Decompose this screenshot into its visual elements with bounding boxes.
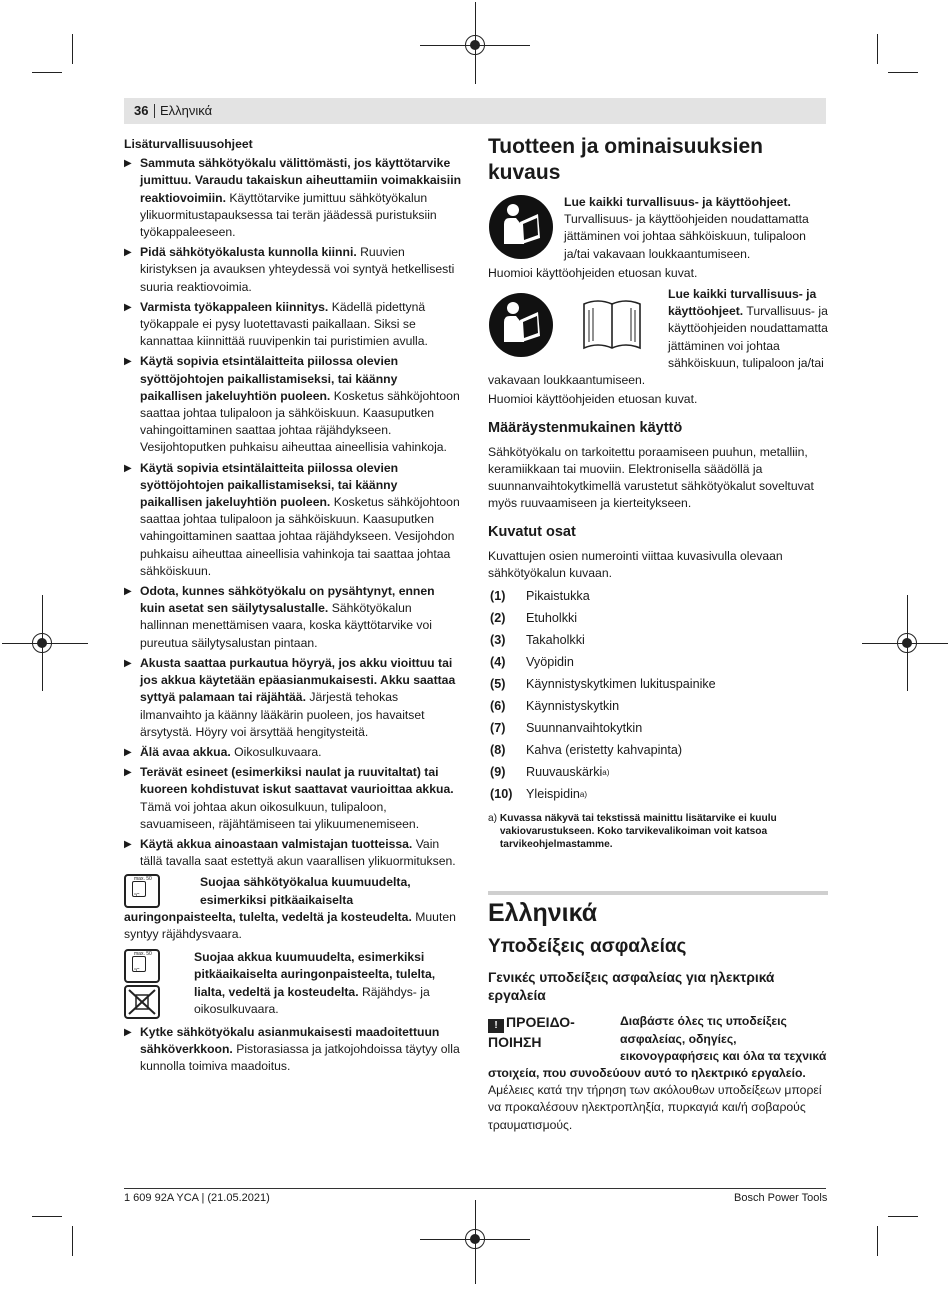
footnote-ref: a) bbox=[602, 768, 610, 778]
registration-mark-icon bbox=[465, 35, 485, 55]
section-subheading: Lisäturvallisuusohjeet bbox=[124, 137, 253, 151]
bullet-bold: Varmista työkappaleen kiinnitys. bbox=[140, 299, 329, 314]
part-label: Suunnanvaihtokytkin bbox=[526, 721, 643, 736]
list-item bbox=[124, 764, 462, 833]
list-item bbox=[124, 353, 462, 456]
intended-use-text: Sähkötyökalu on tarkoitettu poraamiseen puuhun, metalliin, keramiikkaan tai muoviin. Elektronisella säädöllä ja suunnanvaihtokytkimellä varustetut sähkötyökalut soveltuvat myös ruuvaamiseen ja kierteitykseen. bbox=[488, 444, 814, 511]
bullet-text: Tämä voi johtaa akun oikosulkuun, tulipaloon, savuamiseen, räjähtämiseen tai ylikuumenemiseen. bbox=[140, 799, 420, 831]
protect-tool-block bbox=[124, 874, 462, 943]
registration-mark-icon bbox=[32, 633, 52, 653]
bullet-text: Kädellä pidettynä työkappale ei pysy luotettavasti paikallaan. Siksi se kannattaa kiinnittää ruuvipenkin tai puristimien avulla. bbox=[140, 299, 428, 349]
registration-mark-icon bbox=[465, 1229, 485, 1249]
footer-brand: Bosch Power Tools bbox=[734, 1192, 828, 1204]
list-item bbox=[488, 630, 828, 652]
bullet-bold: Kytke sähkötyökalu asianmukaisesti maadoitettuun sähköverkkoon. bbox=[140, 1024, 440, 1057]
bullet-text: Järjestä tehokas ilmanvaihto ja käänny lääkärin puoleen, jos havaitset ärsytystä. Höyry voi ärsyttää hengitysteitä. bbox=[140, 690, 425, 739]
list-item bbox=[124, 460, 462, 580]
list-item bbox=[488, 762, 828, 784]
list-item bbox=[124, 583, 462, 652]
crop-mark bbox=[877, 34, 878, 64]
read-2-bold: Lue kaikki turvallisuus- ja käyttöohjeet. bbox=[668, 287, 817, 319]
bullet-bold: Sammuta sähkötyökalu välittömästi, jos käyttötarvike jumittuu. Varaudu takaiskun aiheuttamiin voimakkaisiin reaktiovoimiin. bbox=[140, 156, 462, 205]
protect-tool-text: Muuten syntyy räjähdysvaara. bbox=[124, 909, 456, 941]
part-number: (7) bbox=[490, 721, 506, 736]
part-label: Vyöpidin bbox=[526, 655, 574, 670]
bullet-bold: Odota, kunnes sähkötyökalu on pysähtynyt, ennen kuin asetat sen säilytysalustalle. bbox=[140, 584, 435, 616]
bullet-arrow-icon: ▶ bbox=[124, 838, 132, 850]
crop-mark bbox=[888, 72, 918, 73]
no-water-icon bbox=[124, 985, 160, 1019]
greek-safety-heading: Υποδείξεις ασφαλείας bbox=[488, 936, 687, 958]
part-label: Yleispidin bbox=[526, 787, 580, 802]
part-number: (1) bbox=[490, 589, 506, 604]
part-number: (6) bbox=[490, 699, 506, 714]
bullet-arrow-icon: ▶ bbox=[124, 746, 132, 758]
list-item bbox=[124, 655, 462, 741]
section-divider bbox=[488, 891, 828, 895]
bullet-bold: Käytä sopivia etsintälaitteita piilossa olevien syöttöjohtojen paikallistamiseksi, tai käänny paikallisen jakeluyhtiön puoleen. bbox=[140, 354, 399, 403]
bullet-bold: Älä avaa akkua. bbox=[140, 744, 231, 759]
bullet-arrow-icon: ▶ bbox=[124, 767, 132, 779]
note-2: Huomioi käyttöohjeiden etuosan kuvat. bbox=[488, 392, 698, 407]
crop-mark bbox=[877, 1226, 878, 1256]
open-book-icon bbox=[580, 296, 644, 354]
list-item bbox=[488, 718, 828, 740]
bullet-bold: Käytä sopivia etsintälaitteita piilossa olevien syöttöjohtojen paikallistamiseksi, tai käänny paikallisen jakeluyhtiön puoleen. bbox=[140, 460, 399, 510]
greek-general-heading: Γενικές υποδείξεις ασφαλείας για ηλεκτρικά εργαλεία bbox=[488, 970, 775, 1004]
list-item bbox=[488, 696, 828, 718]
temperature-warning-icon bbox=[124, 874, 160, 908]
part-number: (3) bbox=[490, 633, 506, 648]
battery-temperature-icon bbox=[124, 949, 160, 983]
bullet-arrow-icon: ▶ bbox=[124, 462, 132, 474]
parts-intro: Kuvattujen osien numerointi viittaa kuvasivulla olevaan sähkötyökalun kuvaan. bbox=[488, 548, 783, 580]
bullet-text: Vain tällä tavalla saat estettyä akun vaarallisen ylikuormituksen. bbox=[140, 836, 456, 869]
part-label: Pikaistukka bbox=[526, 589, 590, 604]
bullet-text: Kosketus sähköjohtoon saattaa johtaa tulipaloon ja sähköiskuun. Kaasuputken vahingoittaminen saattaa johtaa räjähdykseen. Vesijohtoputken puhkaisu aiheuttaa aineellisia vahinkoja. bbox=[140, 388, 460, 455]
crop-mark bbox=[72, 34, 73, 64]
bullet-bold: Terävät esineet (esimerkiksi naulat ja ruuvitaltat) tai kuoreen kohdistuvat iskut saattavat vaurioittaa akkua. bbox=[140, 765, 454, 797]
bullet-arrow-icon: ▶ bbox=[124, 356, 132, 368]
bullet-bold: Pidä sähkötyökalusta kunnolla kiinni. bbox=[140, 245, 357, 260]
bullet-text: Käyttötarvike jumittuu sähkötyökalun ylikuormitustapauksessa tai terän jäädessä puristuksiin työkappaleeseen. bbox=[140, 190, 437, 240]
bullet-text: Ruuvien kiristyksen ja avauksen yhteydessä voi syntyä hetkellisesti suuria reaktiovoimia. bbox=[140, 245, 455, 294]
page-number: 36 bbox=[134, 103, 149, 118]
read-1-text: Turvallisuus- ja käyttöohjeiden noudattamatta jättäminen voi johtaa sähköiskuun, tulipaloon ja/tai vakavaan loukkaantumiseen. bbox=[564, 212, 809, 261]
list-item bbox=[488, 784, 828, 806]
list-item bbox=[124, 155, 462, 241]
registration-mark-icon bbox=[897, 633, 917, 653]
footnote-text: Kuvassa näkyvä tai tekstissä mainittu lisätarvike ei kuulu vakiovarustukseen. Koko tarvikevalikoiman voit katsoa tarvikeohjelmastamme. bbox=[499, 813, 777, 851]
footer-code: 1 609 92A YCA | (21.05.2021) bbox=[124, 1192, 270, 1204]
protect-battery-text: Räjähdys- ja oikosulkuvaara. bbox=[194, 984, 430, 1016]
read-manual-icon bbox=[488, 194, 554, 260]
list-item bbox=[488, 608, 828, 630]
crop-mark bbox=[32, 1216, 62, 1217]
list-item bbox=[124, 744, 462, 761]
bullet-text: Sähkötyökalun hallinnan menettämisen vaara, koska käyttötarvike voi pureutua säilytysalustan pintaan. bbox=[140, 601, 432, 650]
part-number: (8) bbox=[490, 743, 506, 758]
part-number: (2) bbox=[490, 611, 506, 626]
warning-bold: Διαβάστε όλες τις υποδείξεις ασφαλείας, οδηγίες, εικονογραφήσεις και όλα τα τεχνικά στοιχεία, που συνοδεύουν αυτό το ηλεκτρικό εργαλείο. bbox=[488, 1014, 827, 1081]
greek-section bbox=[488, 891, 828, 1134]
list-item bbox=[124, 244, 462, 296]
read-1-bold: Lue kaikki turvallisuus- ja käyttöohjeet. bbox=[564, 195, 791, 209]
crop-mark bbox=[888, 1216, 918, 1217]
note-1: Huomioi käyttöohjeiden etuosan kuvat. bbox=[488, 265, 698, 280]
part-label: Käynnistyskytkimen lukituspainike bbox=[526, 677, 716, 692]
part-number: (5) bbox=[490, 677, 506, 692]
bullet-arrow-icon: ▶ bbox=[124, 586, 132, 598]
bullet-bold: Käytä akkua ainoastaan valmistajan tuotteissa. bbox=[140, 836, 413, 851]
parts-list bbox=[488, 586, 828, 806]
part-label: Ruuvauskärki bbox=[526, 765, 603, 780]
part-label: Etuholkki bbox=[526, 611, 578, 626]
crop-mark bbox=[32, 72, 62, 73]
list-item bbox=[124, 299, 462, 351]
protect-battery-block bbox=[124, 949, 462, 1018]
read-manual-icon bbox=[488, 292, 554, 358]
part-label: Kahva (eristetty kahvapinta) bbox=[526, 743, 683, 758]
warning-label-text: ΠΡΟΕΙΔΟ-ΠΟΙΗΣΗ bbox=[488, 1014, 575, 1051]
list-item bbox=[488, 586, 828, 608]
header-divider bbox=[154, 104, 155, 118]
part-number: (9) bbox=[490, 765, 506, 780]
read-instructions-block bbox=[488, 194, 828, 263]
bullet-arrow-icon: ▶ bbox=[124, 247, 132, 259]
right-column bbox=[488, 134, 828, 851]
footer-divider bbox=[124, 1188, 826, 1189]
list-item bbox=[124, 1024, 462, 1076]
bullet-bold: Akusta saattaa purkautua höyryä, jos akku vioittuu tai jos akkua käytetään epäasianmukaisesti. Akku saattaa syttyä palamaan tai räjähtää. bbox=[140, 655, 456, 705]
list-item bbox=[488, 740, 828, 762]
bullet-text: Kosketus sähköjohtoon saattaa johtaa tulipaloon ja sähköiskuun. Kaasuputken vahingoittaminen saattaa johtaa räjähdykseen. Vesijohdon puhkaisu aiheuttaa aineellisia vahinkoja tai saattaa johtaa sähköiskuun. bbox=[140, 495, 460, 578]
parts-heading: Kuvatut osat bbox=[488, 524, 576, 541]
warning-block bbox=[488, 1013, 828, 1133]
part-number: (10) bbox=[490, 787, 513, 802]
intended-use-heading: Määräystenmukainen käyttö bbox=[488, 420, 683, 437]
footnote bbox=[488, 812, 828, 851]
bullet-arrow-icon: ▶ bbox=[124, 158, 132, 170]
section-title: Tuotteen ja ominaisuuksien kuvaus bbox=[488, 135, 763, 184]
footnote-ref: a) bbox=[579, 790, 588, 800]
bullet-arrow-icon: ▶ bbox=[124, 1026, 132, 1038]
list-item bbox=[124, 836, 462, 870]
crop-mark bbox=[72, 1226, 73, 1256]
manual-icons bbox=[488, 286, 668, 366]
battery-icons bbox=[124, 949, 194, 1019]
part-label: Käynnistyskytkin bbox=[526, 699, 620, 714]
part-label: Takaholkki bbox=[526, 633, 585, 648]
bullet-text: Pistorasiassa ja jatkojohdoissa täytyy olla kunnolla toimiva maadoitus. bbox=[140, 1042, 460, 1074]
read-instructions-block-2 bbox=[488, 286, 828, 389]
icon-label: max. 50 °C bbox=[134, 875, 152, 900]
warning-triangle-icon: ! bbox=[488, 1019, 504, 1033]
read-2-text: Turvallisuus- ja käyttöohjeiden noudattamatta jättäminen voi johtaa sähköiskuun, tulipaloon ja/tai vakavaan loukkaantumiseen. bbox=[488, 304, 828, 388]
bullet-text: Oikosulkuvaara. bbox=[230, 744, 322, 759]
protect-tool-bold: Suojaa sähkötyökalua kuumuudelta, esimerkiksi pitkäaikaiselta auringonpaisteelta, tulelta, vedeltä ja kosteudelta. bbox=[124, 875, 412, 924]
list-item bbox=[488, 674, 828, 696]
warning-text: Αμέλειες κατά την τήρηση των ακόλουθων υποδείξεων μπορεί να προκαλέσουν ηλεκτροπληξία, πυρκαγιά και/ή σοβαρούς τραυματισμούς. bbox=[488, 1083, 822, 1132]
warning-label bbox=[488, 1013, 606, 1051]
protect-battery-bold: Suojaa akkua kuumuudelta, esimerkiksi pitkäaikaiselta auringonpaisteelta, tulelta, lialta, vedeltä ja kosteudelta. bbox=[194, 950, 436, 999]
bullet-arrow-icon: ▶ bbox=[124, 301, 132, 313]
icon-label: max. 50 °C bbox=[134, 950, 152, 974]
list-item bbox=[488, 652, 828, 674]
page-header bbox=[124, 98, 826, 124]
header-language: Ελληνικά bbox=[160, 103, 213, 118]
footnote-mark: a) bbox=[488, 813, 498, 825]
left-column bbox=[124, 136, 462, 1079]
part-number: (4) bbox=[490, 655, 506, 670]
greek-title: Ελληνικά bbox=[488, 899, 598, 927]
bullet-arrow-icon: ▶ bbox=[124, 657, 132, 669]
